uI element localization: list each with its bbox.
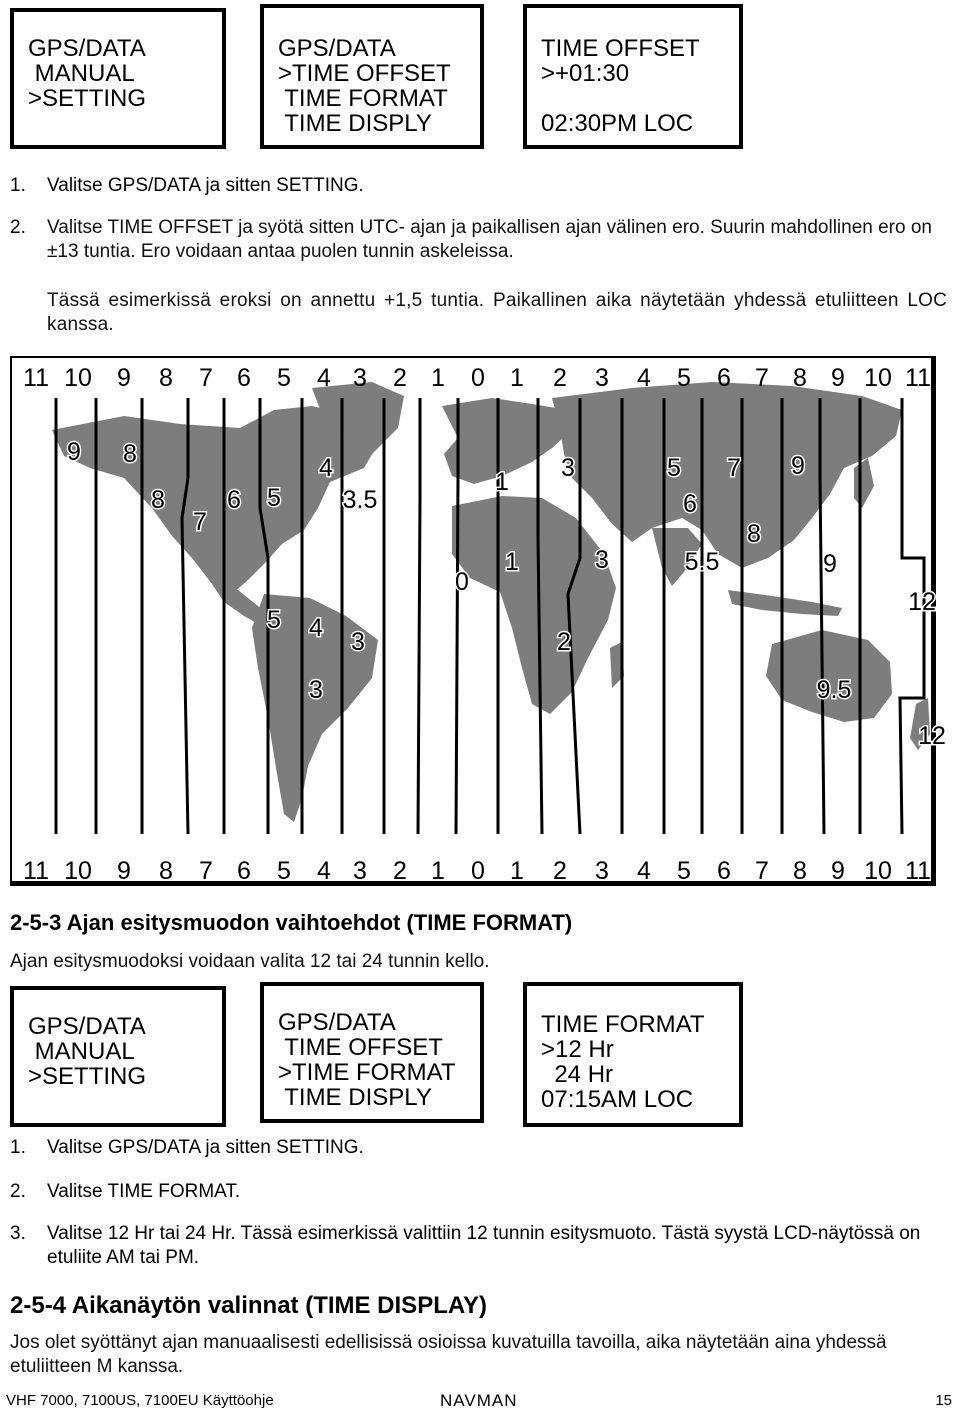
time-zone-offset-label: 1	[495, 468, 509, 496]
format-step-1	[10, 1136, 364, 1160]
lcd-line: GPS/DATA	[28, 1013, 146, 1040]
time-zone-offset-label: 0	[455, 568, 469, 596]
time-display-body: Jos olet syöttänyt ajan manuaalisesti edellisissä osioissa kuvatuilla tavoilla, aika näytetään aina yhdessä etuliitteen M kanssa.	[10, 1332, 887, 1377]
indonesia-land	[728, 590, 842, 616]
step-text: Valitse TIME FORMAT.	[47, 1181, 241, 1202]
lcd-screen-time-offset-menu	[260, 4, 484, 149]
time-zone-offset-label: 8	[151, 486, 165, 514]
time-display-heading: 2-5-4 Aikanäytön valinnat (TIME DISPLAY)	[10, 1292, 487, 1319]
japan-land	[854, 458, 874, 508]
lcd-screen-time-offset-value	[523, 4, 743, 149]
lcd-line: MANUAL	[28, 60, 135, 87]
scale-bottom-label: 7	[199, 857, 213, 885]
scale-bottom-label: 11	[23, 857, 49, 885]
scale-top-label: 2	[553, 364, 567, 392]
scale-bottom-label: 3	[353, 857, 367, 885]
scale-top-label: 0	[471, 364, 485, 392]
footer-manual-title: VHF 7000, 7100US, 7100EU Käyttöohje	[6, 1392, 274, 1409]
time-zone-offset-label: 5	[267, 484, 281, 512]
footer-brand-logo: NAVMAN	[440, 1391, 518, 1410]
scale-top-label: 5	[677, 364, 691, 392]
scale-bottom-label: 5	[277, 857, 291, 885]
lcd-line: GPS/DATA	[278, 1009, 396, 1036]
time-zone-offset-label: 5.5	[684, 548, 720, 576]
time-zone-offset-label: 3	[595, 546, 609, 574]
time-zone-offset-label: 8	[747, 520, 761, 548]
lcd-line: 02:30PM LOC	[541, 110, 694, 137]
scale-bottom-label: 6	[717, 857, 731, 885]
scale-top-label: 10	[64, 364, 92, 392]
step-number: 1.	[10, 1137, 26, 1158]
scale-top-label: 1	[431, 364, 445, 392]
scale-top-label: 4	[637, 364, 651, 392]
scale-top-label: 6	[237, 364, 251, 392]
scale-top-label: 4	[317, 364, 331, 392]
lcd-screen-time-format-value	[523, 982, 743, 1127]
time-zone-offset-label: 8	[123, 440, 137, 468]
offset-step-2-text: Valitse TIME OFFSET ja syötä sitten UTC- ajan ja paikallisen ajan välinen ero. Suurin mahdollinen ero on ±13 tuntia. Ero voidaan antaa puolen tunnin askeleissa.	[47, 217, 932, 262]
lcd-line: TIME DISPLY	[278, 110, 432, 137]
scale-bottom-label: 5	[677, 857, 691, 885]
lcd-line: 24 Hr	[541, 1061, 614, 1088]
lcd-line: >TIME FORMAT	[278, 1059, 456, 1086]
lcd-screen-time-format-menu	[260, 982, 484, 1123]
scale-bottom-label: 7	[755, 857, 769, 885]
lcd-line: TIME OFFSET	[278, 1034, 443, 1061]
time-format-heading: 2-5-3 Ajan esitysmuodon vaihtoehdot (TIME FORMAT)	[10, 910, 573, 935]
scale-bottom-label: 8	[159, 857, 173, 885]
lcd-line: >+01:30	[541, 60, 630, 87]
step-text: Valitse GPS/DATA ja sitten SETTING.	[47, 175, 364, 196]
lcd-line: MANUAL	[28, 1038, 135, 1065]
scale-bottom-label: 0	[471, 857, 485, 885]
scale-bottom-label: 9	[831, 857, 845, 885]
scale-bottom-label: 2	[393, 857, 407, 885]
time-zone-offset-label: 7	[193, 508, 207, 536]
scale-bottom-label: 10	[864, 857, 892, 885]
time-zone-offset-label: 3	[309, 676, 323, 704]
lcd-screen-setting-menu	[10, 8, 226, 149]
offset-example-text: Tässä esimerkissä eroksi on annettu +1,5 tuntia. Paikallinen aika näytetään yhdessä etuliitteen LOC kanssa.	[47, 290, 947, 335]
lcd-line: GPS/DATA	[28, 35, 146, 62]
scale-top-label: 10	[864, 364, 892, 392]
time-zone-scale-bottom	[23, 857, 931, 885]
north-america-land	[52, 406, 378, 594]
time-zone-boundary-line	[418, 398, 420, 834]
lcd-line: TIME FORMAT	[278, 85, 448, 112]
scale-top-label: 2	[393, 364, 407, 392]
scale-top-label: 11	[23, 364, 49, 392]
time-zone-offset-label: 9.5	[816, 676, 852, 704]
scale-bottom-label: 2	[553, 857, 567, 885]
offset-step-1	[10, 174, 364, 198]
step-text: Valitse GPS/DATA ja sitten SETTING.	[47, 1137, 364, 1158]
time-zone-map-graphic	[12, 358, 946, 885]
scale-top-label: 3	[595, 364, 609, 392]
time-zone-scale-top	[23, 364, 931, 392]
step-number: 2.	[10, 1181, 26, 1202]
lcd-line: >SETTING	[28, 85, 147, 112]
lcd-screen-setting-menu-2	[10, 986, 226, 1127]
scale-bottom-label: 1	[510, 857, 524, 885]
step-number: 1.	[10, 175, 26, 196]
format-step-2	[10, 1180, 240, 1204]
scale-bottom-label: 6	[237, 857, 251, 885]
time-zone-offset-label: 3.5	[342, 486, 378, 514]
time-zone-offset-label: 2	[557, 628, 571, 656]
time-zone-offset-label: 6	[227, 486, 241, 514]
time-zone-offset-label: 4	[309, 614, 323, 642]
lcd-line	[541, 86, 739, 111]
scale-bottom-label: 3	[595, 857, 609, 885]
offset-step-2-number: 2.	[10, 217, 26, 238]
time-zone-boundary-line	[900, 398, 924, 834]
scale-top-label: 11	[905, 364, 931, 392]
time-zone-offset-label: 6	[683, 490, 697, 518]
lcd-line: TIME OFFSET	[541, 35, 700, 62]
time-zone-offset-label: 12	[908, 588, 936, 616]
time-zone-map	[10, 356, 946, 886]
time-zone-offset-label: 5	[667, 454, 681, 482]
time-zone-offset-label: 12	[918, 722, 946, 750]
scale-top-label: 3	[353, 364, 367, 392]
time-zone-offset-label: 1	[505, 548, 519, 576]
scale-bottom-label: 1	[431, 857, 445, 885]
scale-bottom-label: 8	[793, 857, 807, 885]
scale-bottom-label: 9	[117, 857, 131, 885]
scale-top-label: 9	[117, 364, 131, 392]
scale-top-label: 1	[510, 364, 524, 392]
scale-top-label: 9	[831, 364, 845, 392]
time-zone-offset-label: 9	[823, 550, 837, 578]
format-step-3-number: 3.	[10, 1223, 26, 1244]
lcd-line: >TIME OFFSET	[278, 60, 451, 87]
lcd-line: TIME DISPLY	[278, 1084, 432, 1111]
time-zone-offset-label: 3	[351, 628, 365, 656]
lcd-line: 07:15AM LOC	[541, 1086, 694, 1113]
scale-top-label: 7	[199, 364, 213, 392]
format-step-3-text: Valitse 12 Hr tai 24 Hr. Tässä esimerkissä valittiin 12 tunnin esitysmuoto. Tästä syystä LCD-näytössä on etuliite AM tai PM.	[47, 1223, 921, 1268]
time-zone-offset-label: 4	[319, 454, 333, 482]
lcd-line: TIME FORMAT	[541, 1011, 705, 1038]
scale-bottom-label: 4	[637, 857, 651, 885]
lcd-line: >12 Hr	[541, 1036, 614, 1063]
scale-top-label: 6	[717, 364, 731, 392]
time-zone-offset-label: 9	[791, 452, 805, 480]
scale-top-label: 5	[277, 364, 291, 392]
scale-top-label: 8	[159, 364, 173, 392]
time-zone-offset-label: 9	[67, 438, 81, 466]
africa-land	[452, 496, 616, 714]
scale-top-label: 8	[793, 364, 807, 392]
scale-bottom-label: 11	[905, 857, 931, 885]
time-zone-offset-label: 3	[561, 454, 575, 482]
lcd-line: GPS/DATA	[278, 35, 396, 62]
time-format-intro: Ajan esitysmuodoksi voidaan valita 12 tai 24 tunnin kello.	[10, 951, 490, 972]
footer-page-number: 15	[935, 1392, 952, 1409]
scale-bottom-label: 4	[317, 857, 331, 885]
scale-top-label: 7	[755, 364, 769, 392]
time-zone-offset-label: 5	[267, 606, 281, 634]
time-zone-offset-label: 7	[727, 454, 741, 482]
scale-bottom-label: 10	[64, 857, 92, 885]
lcd-line: >SETTING	[28, 1063, 147, 1090]
